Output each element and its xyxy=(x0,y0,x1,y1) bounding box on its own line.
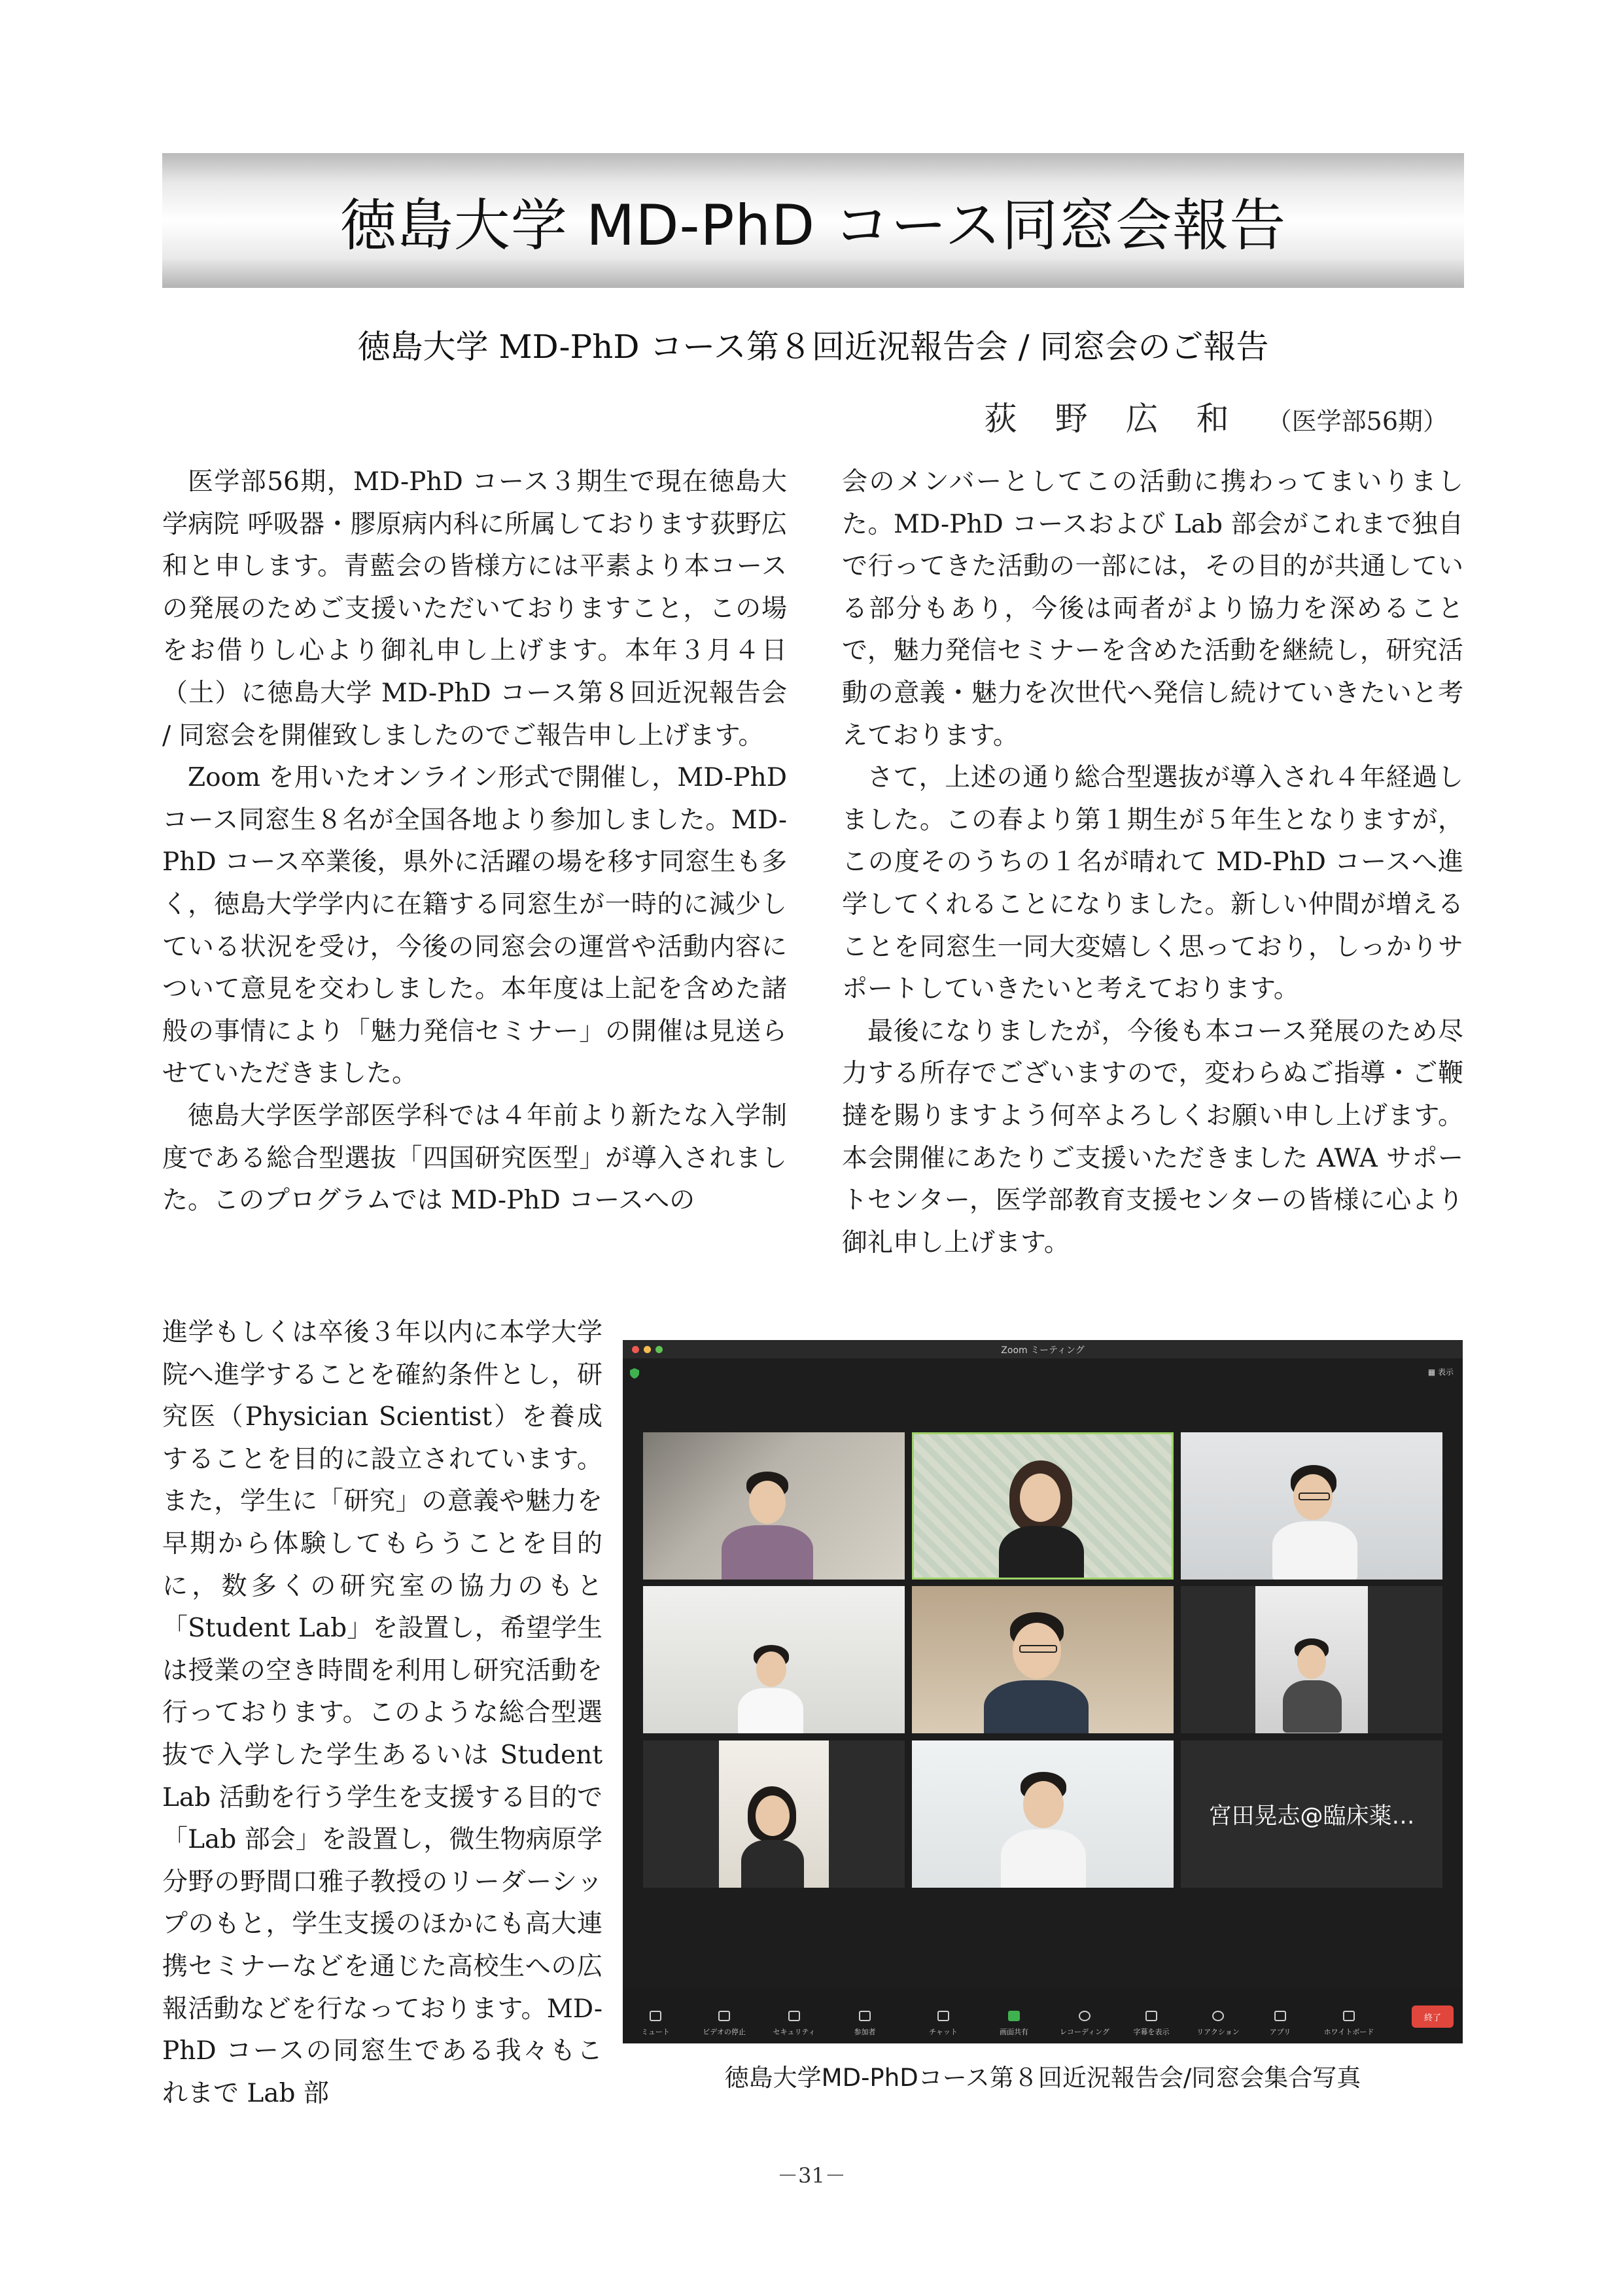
apps-button[interactable]: アプリ xyxy=(1251,2011,1310,2037)
share-screen-button[interactable]: 画面共有 xyxy=(985,2011,1043,2037)
whiteboard-button[interactable]: ホワイトボード xyxy=(1319,2011,1378,2037)
participant-video xyxy=(1255,1586,1368,1733)
video-tile[interactable] xyxy=(643,1586,905,1733)
paragraph: 徳島大学医学部医学科では４年前より新たな入学制度である総合型選抜「四国研究医型」が導入されました。このプログラムでは MD-PhD コースへの xyxy=(162,1101,787,1216)
author-name: 荻野広和 xyxy=(984,400,1267,438)
video-tile[interactable] xyxy=(1181,1432,1442,1580)
reactions-button[interactable]: リアクション xyxy=(1189,2011,1248,2037)
paragraph: 医学部56期，MD-PhD コース３期生で現在徳島大学病院 呼吸器・膠原病内科に所属しております荻野広和と申します。青藍会の皆様方には平素より本コースの発展のためご支援いただいておりますこと，この場をお借りし心より御礼申し上げます。本年３月４日（土）に徳島大学 MD-PhD コース第８回近況報告会 / 同窓会を開催致しましたのでご報告申し上げます。 xyxy=(162,467,787,751)
left-column xyxy=(162,461,787,1222)
article-subtitle: 徳島大学 MD-PhD コース第８回近況報告会 / 同窓会のご報告 xyxy=(357,328,1269,366)
reaction-icon xyxy=(1212,2011,1224,2021)
author-affiliation: （医学部56期） xyxy=(1266,407,1448,436)
microphone-icon xyxy=(650,2011,661,2021)
record-icon xyxy=(1079,2011,1091,2021)
zoom-meeting-photo xyxy=(623,1340,1463,2043)
participant-name: 宮田晃志@臨床薬… xyxy=(1208,1803,1415,1829)
captions-button[interactable]: 字幕を表示 xyxy=(1122,2011,1181,2037)
participant-video xyxy=(719,1740,829,1888)
author-line xyxy=(985,393,1448,440)
zoom-window-title: Zoom ミーティング xyxy=(1001,1345,1085,1356)
zoom-toolbar xyxy=(623,1988,1463,2043)
title-banner xyxy=(162,153,1464,288)
chat-icon xyxy=(937,2011,949,2021)
page-number: －31－ xyxy=(777,2163,846,2188)
video-camera-icon xyxy=(718,2011,730,2021)
right-column xyxy=(842,461,1463,1264)
security-button[interactable]: セキュリティ xyxy=(765,2011,824,2037)
view-button[interactable]: ▦ 表示 xyxy=(1427,1368,1454,1377)
video-tile[interactable] xyxy=(1181,1586,1442,1733)
paragraph: 最後になりましたが，今後も本コース発展のため尽力する所存でございますので，変わらぬご指導・ご鞭撻を賜りますよう何卒よろしくお願い申し上げます。本会開催にあたりご支援いただきました AWA サポートセンター，医学部教育支援センターの皆様に心より御礼申し上げます。 xyxy=(842,1016,1463,1258)
stop-video-button[interactable]: ビデオの停止 xyxy=(695,2011,754,2037)
participants-icon xyxy=(859,2011,871,2021)
photo-caption: 徳島大学MD-PhDコース第８回近況報告会/同窓会集合写真 xyxy=(724,2064,1361,2092)
paragraph: さて，上述の通り総合型選抜が導入され４年経過しました。この春より第１期生が５年生となりますが，この度そのうちの１名が晴れて MD-PhD コースへ進学してくれることになりました。新しい仲間が増えることを同窓生一同大変嬉しく思っており，しっかりサポートしていきたいと考えております。 xyxy=(842,763,1463,1004)
apps-icon xyxy=(1274,2011,1286,2021)
paragraph-continued: 進学もしくは卒後３年以内に本学大学院へ進学することを確約条件とし，研究医（Physician Scientist）を養成することを目的に設立されています。また，学生に「研究」の意義や魅力を早期から体験してもらうことを目的に，数多くの研究室の協力のもと「Student Lab」を設置し，希望学生は授業の空き時間を利用し研究活動を行っております。このような総合型選抜で入学した学生あるいは Student Lab 活動を行う学生を支援する目的で「Lab 部会」を設置し，微生物病原学分野の野間口雅子教授のリーダーシップのもと，学生支援のほかにも高大連携セミナーなどを通じた高校生への広報活動などを行なっております。MD-PhD コースの同窓生である我々もこれまで Lab 部 xyxy=(162,1318,602,2108)
chat-button[interactable]: チャット xyxy=(914,2011,973,2037)
share-screen-icon xyxy=(1008,2011,1020,2021)
end-meeting-button[interactable]: 終了 xyxy=(1412,2005,1454,2028)
video-tile-active-speaker[interactable] xyxy=(912,1432,1174,1580)
view-label: 表示 xyxy=(1437,1368,1454,1377)
captions-icon xyxy=(1145,2011,1157,2021)
record-button[interactable]: レコーディング xyxy=(1055,2011,1114,2037)
mute-button[interactable]: ミュート xyxy=(626,2011,685,2037)
paragraph: Zoom を用いたオンライン形式で開催し，MD-PhD コース同窓生８名が全国各地より参加しました。MD-PhD コース卒業後，県外に活躍の場を移す同窓生も多く，徳島大学学内に在籍する同窓生が一時的に減少している状況を受け，今後の同窓会の運営や活動内容について意見を交わしました。本年度は上記を含めた諸般の事情により「魅力発信セミナー」の開催は見送らせていただきました。 xyxy=(162,763,787,1089)
page-title: 徳島大学 MD-PhD コース同窓会報告 xyxy=(340,193,1287,258)
video-tile[interactable] xyxy=(912,1586,1174,1733)
paragraph-continued: 会のメンバーとしてこの活動に携わってまいりました。MD-PhD コースおよび Lab 部会がこれまで独自で行ってきた活動の一部には，その目的が共通している部分もあり，今後は両者がより協力を深めることで，魅力発信セミナーを含めた活動を継続し，研究活動の意義・魅力を次世代へ発信し続けていきたいと考えております。 xyxy=(842,467,1463,751)
zoom-titlebar xyxy=(623,1340,1463,1358)
whiteboard-icon xyxy=(1343,2011,1355,2021)
video-tile-camera-off[interactable] xyxy=(1181,1740,1442,1888)
video-tile[interactable] xyxy=(643,1740,905,1888)
video-tile[interactable] xyxy=(643,1432,905,1580)
participants-button[interactable]: 参加者 xyxy=(835,2011,894,2037)
left-column-lower xyxy=(162,1312,602,2115)
shield-icon[interactable] xyxy=(629,1368,640,1379)
video-tile[interactable] xyxy=(912,1740,1174,1888)
shield-icon xyxy=(788,2011,800,2021)
